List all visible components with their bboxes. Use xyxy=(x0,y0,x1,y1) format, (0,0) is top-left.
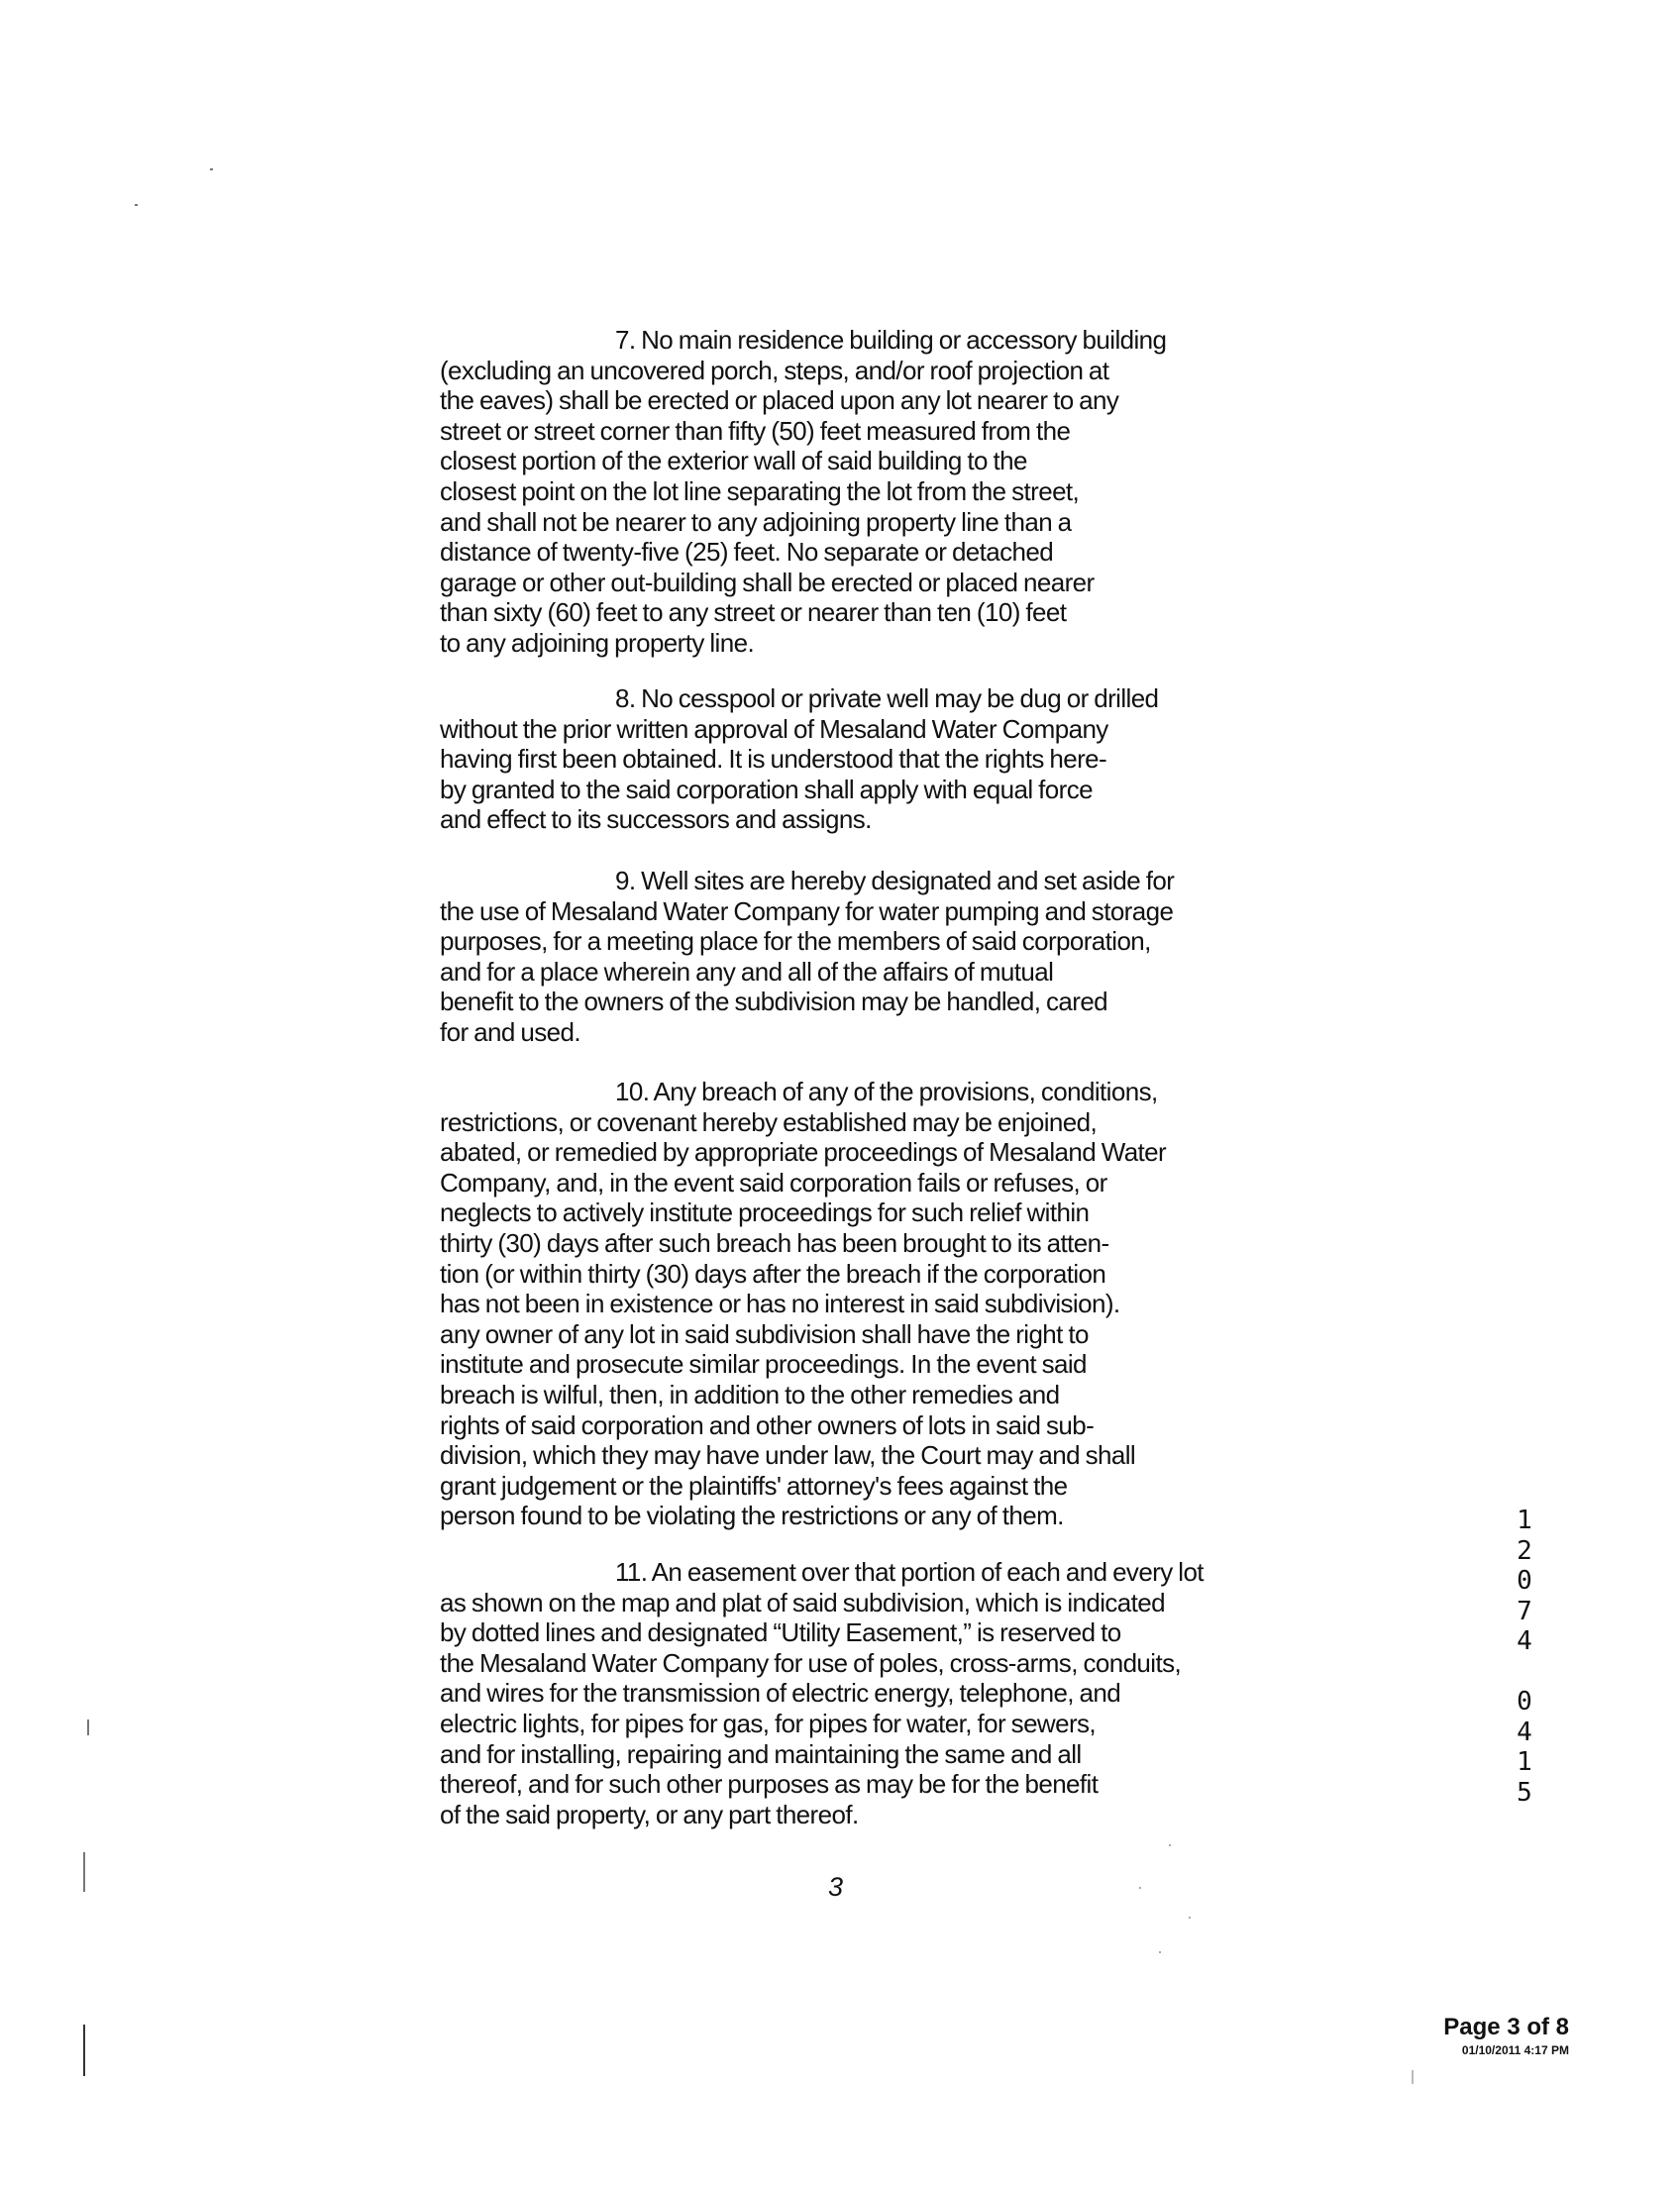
footer-page-label: Page 3 of 8 xyxy=(1443,2014,1569,2040)
text-line: and effect to its successors and assigns. xyxy=(440,804,872,835)
scan-speck xyxy=(1169,1844,1171,1846)
stamp-digit: 0 xyxy=(1517,1566,1532,1596)
text-line: closest portion of the exterior wall of said building to the xyxy=(440,446,1027,476)
text-line: to any adjoining property line. xyxy=(440,627,755,658)
recording-number-stamp xyxy=(1511,1506,1538,1808)
text-line: 9. Well sites are hereby designated and set aside for xyxy=(615,866,1175,895)
stamp-digit: 7 xyxy=(1517,1596,1532,1626)
stamp-digit: 0 xyxy=(1517,1687,1532,1717)
text-line: and shall not be nearer to any adjoining property line than a xyxy=(440,506,1072,537)
text-line: for and used. xyxy=(440,1016,580,1047)
text-line: tion (or within thirty (30) days after the breach if the corporation xyxy=(440,1258,1106,1289)
scan-mark xyxy=(83,1852,85,1892)
text-line: and for a place wherein any and all of the affairs of mutual xyxy=(440,956,1054,987)
text-line: by granted to the said corporation shall apply with equal force xyxy=(440,774,1093,804)
text-line: division, which they may have under law, the Court may and shall xyxy=(440,1440,1136,1471)
fax-footer xyxy=(1443,2013,1569,2058)
stamp-gap xyxy=(1511,1657,1538,1688)
text-line: without the prior written approval of Mesaland Water Company xyxy=(440,713,1108,744)
scan-mark xyxy=(87,1719,89,1735)
text-line: 8. No cesspool or private well may be dug or drilled xyxy=(615,683,1159,713)
text-line: rights of said corporation and other owners of lots in said sub- xyxy=(440,1409,1095,1440)
text-line: abated, or remedied by appropriate proceedings of Mesaland Water xyxy=(440,1137,1167,1168)
text-line: garage or other out-building shall be erected or placed nearer xyxy=(440,567,1095,597)
text-line: has not been in existence or has no interest in said subdivision). xyxy=(440,1289,1120,1319)
text-line: thereof, and for such other purposes as may be for the benefit xyxy=(440,1769,1099,1800)
stamp-digit: 4 xyxy=(1517,1626,1532,1656)
scan-speck xyxy=(1139,1887,1141,1889)
text-line: institute and prosecute similar proceedings. In the event said xyxy=(440,1349,1087,1380)
text-line: having first been obtained. It is understood that the rights here- xyxy=(440,744,1107,775)
text-line: the Mesaland Water Company for use of poles, cross-arms, conduits, xyxy=(440,1647,1182,1678)
text-line: of the said property, or any part thereof. xyxy=(440,1799,859,1829)
paragraph-10 xyxy=(440,1077,1371,1531)
paragraph-8 xyxy=(440,683,1371,835)
text-line: the use of Mesaland Water Company for water pumping and storage xyxy=(440,895,1174,926)
footer-timestamp: 01/10/2011 4:17 PM xyxy=(1461,2043,1569,2057)
scan-mark xyxy=(1412,2070,1414,2084)
text-line: 10. Any breach of any of the provisions, conditions, xyxy=(615,1077,1158,1106)
text-line: closest point on the lot line separating the lot from the street, xyxy=(440,475,1080,506)
text-line: 11. An easement over that portion of each and every lot xyxy=(615,1557,1204,1587)
scan-mark xyxy=(83,2025,85,2076)
scan-speck xyxy=(1189,1917,1191,1919)
text-line: than sixty (60) feet to any street or nearer than ten (10) feet xyxy=(440,597,1067,628)
text-line: street or street corner than fifty (50) feet measured from the xyxy=(440,415,1071,446)
text-line: and wires for the transmission of electric energy, telephone, and xyxy=(440,1678,1121,1709)
text-line: person found to be violating the restrictions or any of them. xyxy=(440,1501,1064,1531)
text-line: 7. No main residence building or accessory building xyxy=(615,325,1167,355)
text-line: by dotted lines and designated “Utility Easement,” is reserved to xyxy=(440,1617,1121,1648)
paragraph-9 xyxy=(440,866,1371,1048)
page-number: 3 xyxy=(828,1872,844,1902)
paragraph-7 xyxy=(440,325,1371,659)
text-line: neglects to actively institute proceedings for such relief within xyxy=(440,1198,1090,1228)
text-line: restrictions, or covenant hereby established may be enjoined, xyxy=(440,1106,1098,1137)
stamp-digit: 4 xyxy=(1517,1717,1532,1747)
stamp-digit: 1 xyxy=(1517,1747,1532,1777)
text-line: distance of twenty-five (25) feet. No separate or detached xyxy=(440,537,1054,568)
stamp-digit: 5 xyxy=(1517,1777,1532,1808)
paragraph-11 xyxy=(440,1557,1371,1829)
text-line: grant judgement or the plaintiffs' attorney's fees against the xyxy=(440,1470,1068,1501)
scan-speck xyxy=(135,204,138,206)
stamp-digit: 2 xyxy=(1517,1535,1532,1566)
scan-speck xyxy=(1159,1951,1161,1953)
text-line: breach is wilful, then, in addition to the other remedies and xyxy=(440,1379,1060,1409)
scan-speck xyxy=(210,168,213,170)
text-line: and for installing, repairing and maintaining the same and all xyxy=(440,1738,1082,1769)
text-line: Company, and, in the event said corporation fails or refuses, or xyxy=(440,1167,1107,1198)
text-line: the eaves) shall be erected or placed upon any lot nearer to any xyxy=(440,385,1119,416)
text-line: electric lights, for pipes for gas, for pipes for water, for sewers, xyxy=(440,1708,1097,1738)
stamp-digit: 1 xyxy=(1517,1506,1532,1535)
text-line: as shown on the map and plat of said subdivision, which is indicated xyxy=(440,1587,1165,1617)
text-line: any owner of any lot in said subdivision shall have the right to xyxy=(440,1318,1089,1349)
text-line: purposes, for a meeting place for the members of said corporation, xyxy=(440,926,1151,957)
text-line: thirty (30) days after such breach has been brought to its atten- xyxy=(440,1227,1109,1258)
text-line: benefit to the owners of the subdivision may be handled, cared xyxy=(440,987,1108,1017)
text-line: (excluding an uncovered porch, steps, and/or roof projection at xyxy=(440,355,1109,385)
